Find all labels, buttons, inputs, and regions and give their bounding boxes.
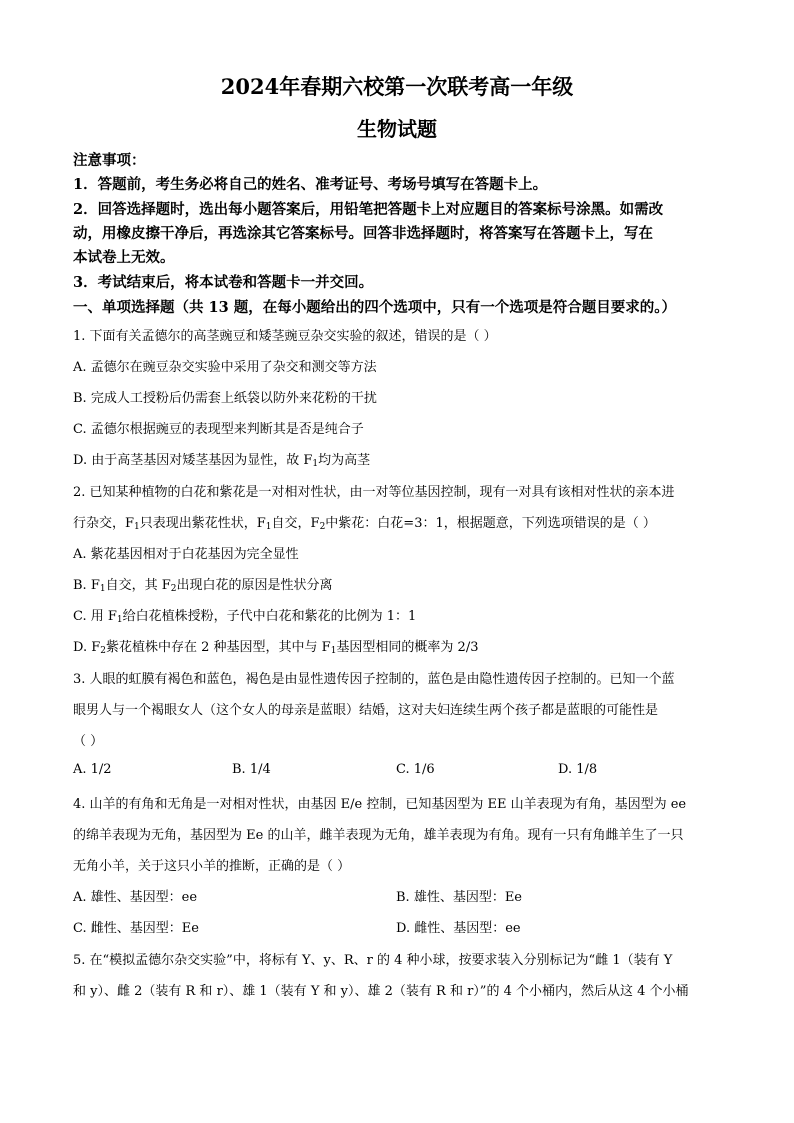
question-3-option-d: D. 1/8 <box>558 762 598 777</box>
question-3-option-b: B. 1/4 <box>232 762 271 777</box>
question-2-stem-line-2: 行杂交，$F_1$只表现出紫花性状，$F_1$自交，$F_2$中紫花：白花=3：1，根据题意，下列选项错误的是（ ） <box>73 516 656 532</box>
question-1-option-b: B. 完成人工授粉后仍需套上纸袋以防外来花粉的干扰 <box>73 391 377 406</box>
notice-item-1: 1．答题前，考生务必将自己的姓名、准考证号、考场号填写在答题卡上。 <box>73 176 548 193</box>
question-4-option-b: B. 雄性、基因型：Ee <box>396 890 523 905</box>
question-2-option-d: D. $F_2$紫花植株中存在 2 种基因型，其中与 $F_1$基因型相同的概率为 2/3 <box>73 640 479 656</box>
question-2-stem-line-1: 2. 已知某种植物的白花和紫花是一对相对性状，由一对等位基因控制，现有一对具有该相对性状的亲本进 <box>73 485 675 500</box>
question-3-stem-line-3: （ ） <box>73 734 104 749</box>
question-2-option-c: C. 用 $F_1$给白花植株授粉，子代中白花和紫花的比例为 1：1 <box>73 609 417 625</box>
question-4-stem-line-2: 的绵羊表现为无角，基因型为 Ee 的山羊，雌羊表现为无角，雄羊表现为有角。现有一只有角雌羊生了一只 <box>73 828 684 843</box>
notice-item-2-line-2: 动，用橡皮擦干净后，再选涂其它答案标号。回答非选择题时，将答案写在答题卡上，写在 <box>73 225 653 242</box>
question-4-option-a: A. 雄性、基因型：ee <box>73 890 198 905</box>
notice-heading: 注意事项： <box>73 152 146 169</box>
question-3-stem-line-2: 眼男人与一个褐眼女人（这个女人的母亲是蓝眼）结婚，这对夫妇连续生两个孩子都是蓝眼的可能性是 <box>73 703 659 718</box>
question-1-option-d: D. 由于高茎基因对矮茎基因为显性，故 $F_1$均为高茎 <box>73 453 371 469</box>
question-4-stem-line-1: 4. 山羊的有角和无角是一对相对性状，由基因 E/e 控制，已知基因型为 EE 山羊表现为有角，基因型为 ee <box>73 797 687 812</box>
question-1-stem: 1. 下面有关孟德尔的高茎豌豆和矮茎豌豆杂交实验的叙述，错误的是（ ） <box>73 329 497 344</box>
question-2-option-a: A. 紫花基因相对于白花基因为完全显性 <box>73 547 299 562</box>
notice-item-3: 3．考试结束后，将本试卷和答题卡一并交回。 <box>73 274 374 291</box>
question-1-option-a: A. 孟德尔在豌豆杂交实验中采用了杂交和测交等方法 <box>73 360 377 375</box>
notice-item-2-line-3: 本试卷上无效。 <box>73 249 175 266</box>
question-4-option-c: C. 雌性、基因型：Ee <box>73 921 199 936</box>
question-1-option-c: C. 孟德尔根据豌豆的表现型来判断其是否是纯合子 <box>73 422 364 437</box>
question-4-stem-line-3: 无角小羊，关于这只小羊的推断，正确的是（ ） <box>73 859 351 874</box>
question-5-stem-line-1: 5. 在“模拟孟德尔杂交实验”中，将标有 Y、y、R、r 的 4 种小球，按要求装入分别标记为“雌 1（装有 Y <box>73 953 673 968</box>
exam-title: 2024年春期六校第一次联考高一年级 <box>220 74 574 99</box>
question-4-option-d: D. 雌性、基因型：ee <box>396 921 521 936</box>
question-3-option-c: C. 1/6 <box>396 762 435 777</box>
notice-item-2-line-1: 2．回答选择题时，选出每小题答案后，用铅笔把答题卡上对应题目的答案标号涂黑。如需改 <box>73 201 664 218</box>
question-3-option-a: A. 1/2 <box>73 762 112 777</box>
exam-subject: 生物试题 <box>357 117 437 141</box>
section-heading: 一、单项选择题（共 13 题，在每小题给出的四个选项中，只有一个选项是符合题目要求的。） <box>73 299 677 316</box>
question-2-option-b: B. $F_1$自交，其 $F_2$出现白花的原因是性状分离 <box>73 578 333 594</box>
question-5-stem-line-2: 和 y）、雌 2（装有 R 和 r）、雄 1（装有 Y 和 y）、雄 2（装有 R 和 r）”的 4 个小桶内，然后从这 4 个小桶 <box>73 984 689 999</box>
question-3-stem-line-1: 3. 人眼的虹膜有褐色和蓝色，褐色是由显性遗传因子控制的，蓝色是由隐性遗传因子控制的。已知一个蓝 <box>73 672 675 687</box>
